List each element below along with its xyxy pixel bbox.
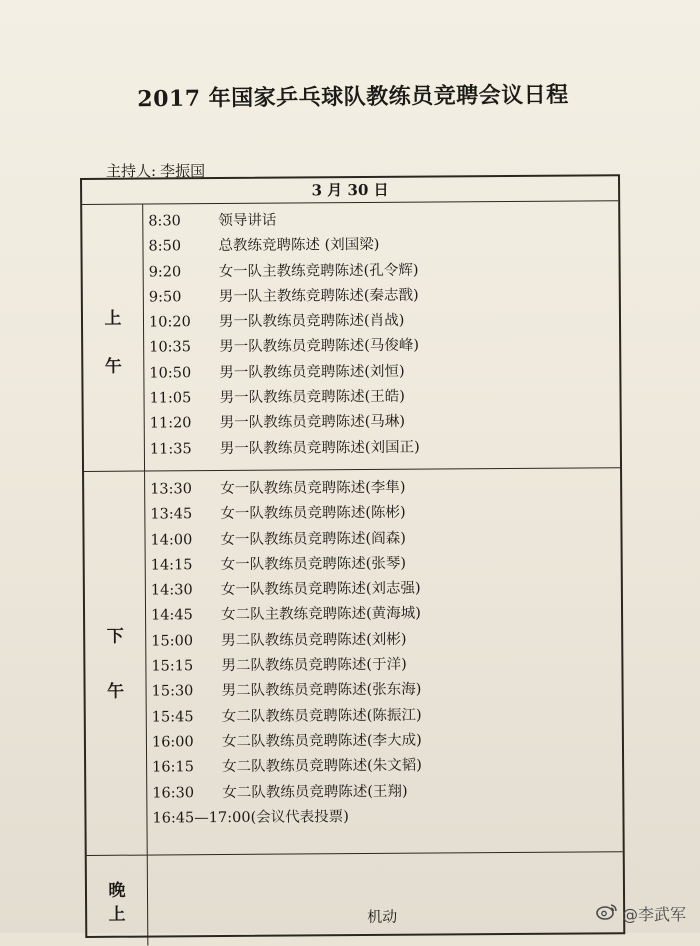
row-event: 女一队教练员竞聘陈述(张琴) — [220, 555, 407, 573]
schedule-row — [149, 333, 611, 362]
row-event: 男二队教练员竞聘陈述(刘彬) — [221, 631, 407, 649]
row-time: 8:50 — [148, 238, 182, 255]
row-event: 女二队教练员竞聘陈述(王翔) — [222, 783, 408, 801]
row-time: 16:45—17:00 — [152, 809, 251, 827]
schedule-row — [150, 434, 612, 463]
row-event: 男一队主教练竞聘陈述(秦志戬) — [218, 287, 419, 305]
row-time: 14:00 — [150, 531, 193, 549]
row-event: 领导讲话 — [218, 212, 277, 230]
schedule-row — [151, 550, 613, 579]
schedule-table — [80, 174, 625, 938]
row-event: 男一队教练员竞聘陈述(刘国正) — [219, 439, 420, 457]
schedule-row — [152, 803, 614, 832]
afternoon-period-label — [84, 472, 148, 855]
row-time: 15:30 — [151, 683, 194, 700]
schedule-row — [149, 383, 611, 412]
schedule-row — [151, 651, 613, 680]
row-time: 11:35 — [149, 440, 192, 458]
row-time: 16:00 — [151, 734, 194, 751]
watermark-text: @李武军 — [621, 905, 686, 924]
schedule-row — [150, 409, 612, 438]
row-time: 11:20 — [149, 415, 192, 432]
row-time: 9:20 — [148, 263, 182, 281]
row-event: 女二队主教练竞聘陈述(黄海城) — [221, 606, 421, 624]
morning-period-char-1: 上 — [104, 308, 122, 329]
row-time: 11:05 — [149, 390, 192, 407]
schedule-row — [150, 500, 612, 529]
schedule-row — [150, 525, 612, 554]
schedule-row — [148, 232, 610, 261]
row-event: (会议代表投票) — [250, 808, 349, 826]
row-event: 男一队教练员竞聘陈述(马俊峰) — [219, 338, 420, 356]
afternoon-period-char-2: 午 — [107, 681, 125, 702]
row-time: 9:50 — [148, 289, 182, 306]
afternoon-items — [150, 474, 614, 831]
schedule-row — [148, 206, 610, 235]
row-time: 14:15 — [150, 557, 193, 574]
row-time: 10:20 — [148, 314, 191, 331]
host-label: 主持人: — [106, 162, 157, 180]
row-event: 女一队教练员竞聘陈述(李隼) — [220, 479, 406, 498]
row-time: 10:50 — [149, 365, 192, 382]
schedule-row — [152, 778, 614, 807]
schedule-row — [149, 257, 611, 286]
row-time: 16:15 — [152, 759, 194, 776]
row-time: 14:45 — [151, 607, 193, 624]
schedule-row — [152, 753, 614, 782]
row-event: 男一队教练员竞聘陈述(王皓) — [219, 388, 405, 407]
row-time: 13:30 — [150, 481, 193, 498]
morning-section — [82, 200, 620, 472]
row-event: 男二队教练员竞聘陈述(于洋) — [221, 656, 407, 675]
row-event: 女一队主教练竞聘陈述(孔令辉) — [218, 262, 419, 280]
weibo-icon — [596, 902, 618, 924]
row-time: 15:00 — [151, 633, 194, 650]
afternoon-period-char-1: 下 — [106, 626, 124, 647]
row-time: 8:30 — [148, 213, 181, 230]
row-time: 15:15 — [151, 658, 194, 675]
row-event: 男一队教练员竞聘陈述(马琳) — [219, 414, 406, 432]
row-event: 男二队教练员竞聘陈述(张东海) — [221, 682, 422, 700]
document-title: 2017 年国家乒乓球队教练员竞聘会议日程 — [137, 81, 569, 113]
schedule-row — [152, 727, 614, 756]
row-time: 16:30 — [152, 784, 195, 802]
morning-period-label — [82, 204, 145, 471]
evening-section — [87, 852, 624, 946]
evening-period-char-1: 晚 — [108, 880, 126, 901]
schedule-row — [152, 702, 614, 731]
row-event: 女一队教练员竞聘陈述(刘志强) — [220, 580, 421, 599]
date-header: 3 月 30 日 — [82, 176, 618, 205]
schedule-row — [151, 601, 613, 630]
schedule-row — [152, 677, 614, 706]
morning-items — [148, 206, 612, 462]
row-time: 10:35 — [149, 339, 192, 357]
evening-event: 机动 — [367, 907, 398, 927]
row-event: 男一队教练员竞聘陈述(刘恒) — [219, 363, 405, 381]
row-event: 女二队教练员竞聘陈述(李大成) — [221, 732, 422, 750]
afternoon-section — [84, 468, 623, 856]
evening-period-char-2: 上 — [108, 904, 126, 925]
evening-period-label — [87, 856, 149, 946]
row-event: 男一队教练员竞聘陈述(肖战) — [218, 312, 405, 331]
schedule-row — [151, 575, 613, 604]
host-name: 李振国 — [160, 162, 206, 180]
row-event: 女二队教练员竞聘陈述(陈振江) — [221, 707, 422, 725]
weibo-watermark — [596, 902, 686, 925]
row-event: 女一队教练员竞聘陈述(阎森) — [220, 530, 406, 548]
schedule-row — [151, 626, 613, 655]
row-event: 总教练竞聘陈述 (刘国梁) — [218, 237, 380, 255]
row-event: 女二队教练员竞聘陈述(朱文韬) — [222, 757, 422, 776]
row-time: 13:45 — [150, 506, 193, 523]
schedule-row — [149, 307, 611, 336]
row-time: 15:45 — [151, 708, 194, 726]
schedule-row — [150, 474, 612, 503]
schedule-row — [149, 358, 611, 387]
row-time: 14:30 — [150, 582, 193, 599]
row-event: 女一队教练员竞聘陈述(陈彬) — [220, 505, 406, 523]
morning-period-char-2: 午 — [104, 356, 122, 377]
schedule-row — [149, 282, 611, 311]
